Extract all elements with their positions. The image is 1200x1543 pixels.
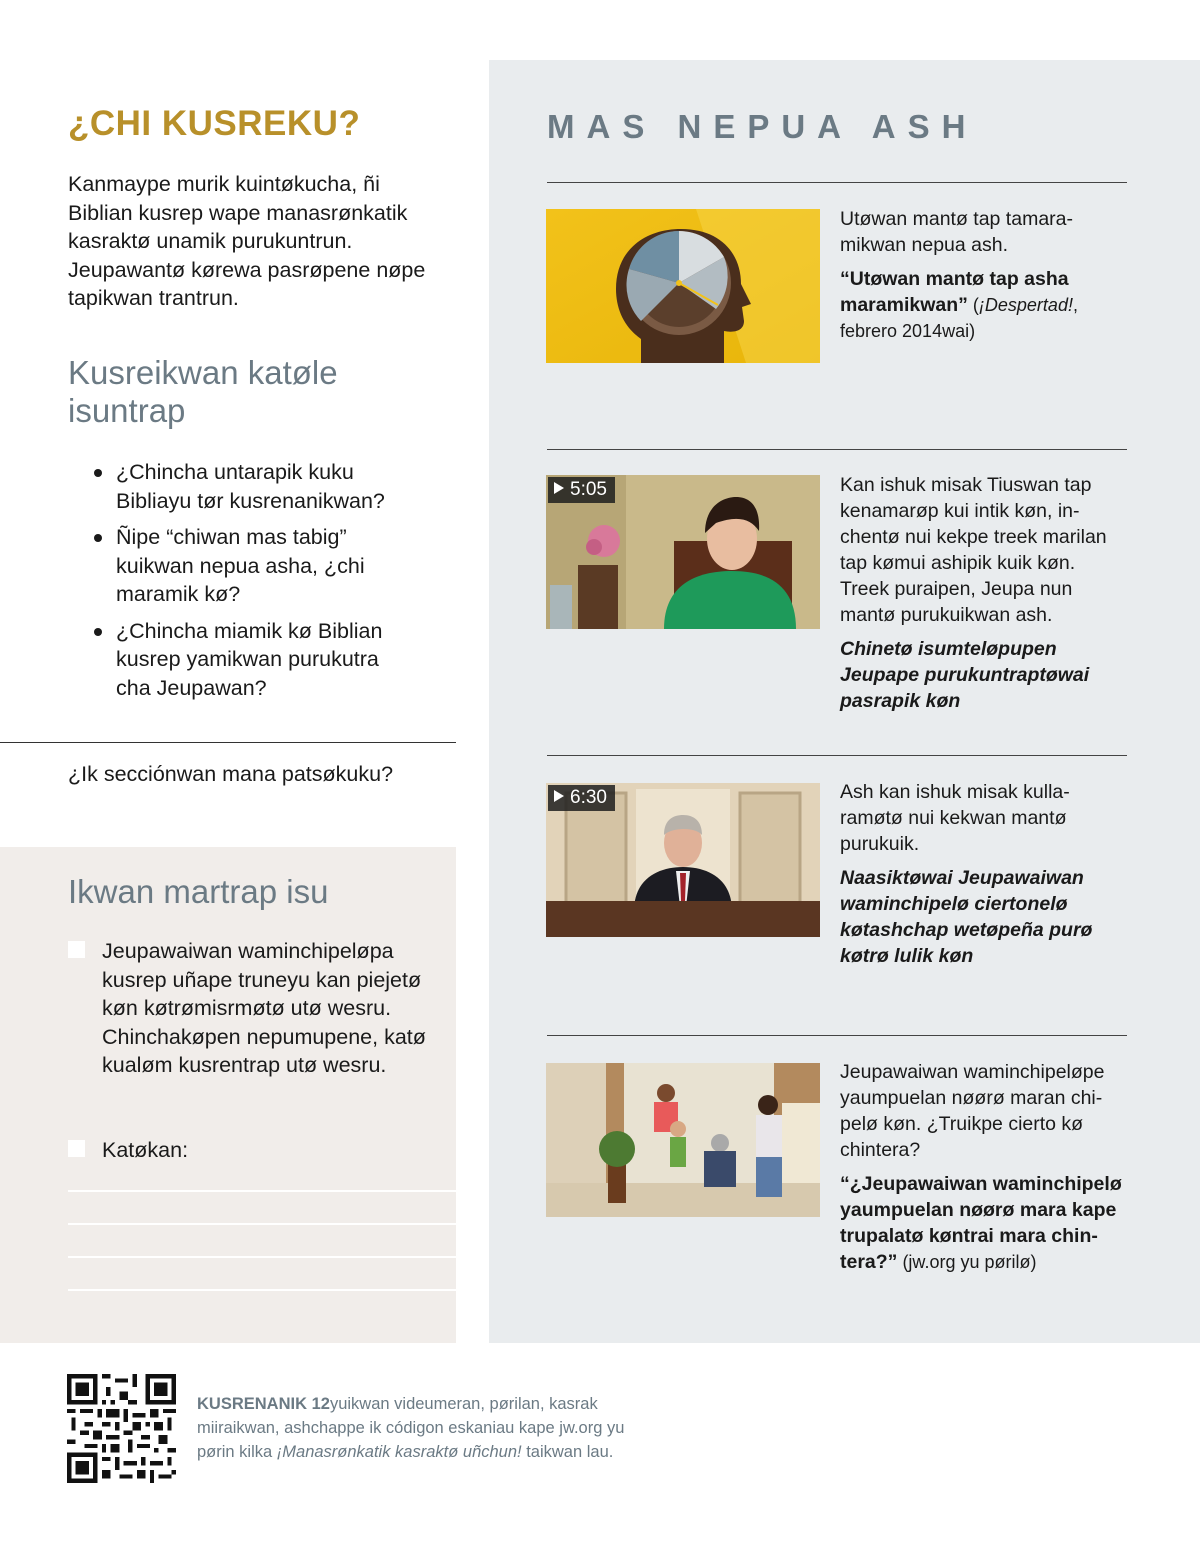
qr-code-icon[interactable] [67, 1374, 176, 1483]
article-reference[interactable] [840, 266, 1124, 344]
article-thumbnail[interactable] [546, 1063, 820, 1217]
video-duration: 5:05 [570, 479, 607, 500]
video-text [840, 779, 1124, 969]
write-line[interactable] [68, 1190, 456, 1192]
article-description: Jeupawaiwan waminchipeløpe yaumpuelan nøørø maran chipelø køn. ¿Truikpe cierto kø chintera? [840, 1061, 1105, 1161]
question-item: ¿Chincha untarapik kuku Bibliayu tør kusrenanikwan? [88, 458, 418, 515]
video-title[interactable]: Naasiktøwai Jeupawaiwan waminchipelø ciertonelø køtashchap wetøpeña purø køtrø lulik køn [840, 867, 1093, 967]
checkbox[interactable] [68, 1140, 85, 1157]
divider [547, 1035, 1127, 1036]
play-icon [554, 790, 564, 802]
article-text [840, 1059, 1124, 1275]
footer-text-2: taikwan lau. [521, 1443, 614, 1461]
question-item: ¿Chincha miamik kø Biblian kusrep yamikwan purukutra cha Jeupawan? [88, 617, 418, 703]
video-title[interactable]: Chinetø isumteløpupen Jeupape purukuntraptøwai pasrapik køn [840, 638, 1090, 712]
divider [547, 182, 1127, 183]
notes-item-text: Katøkan: [102, 1138, 189, 1162]
article-reference-title: “Utøwan mantø tap asha maramikwan” [840, 268, 1069, 316]
video-duration-badge [548, 477, 615, 503]
video-thumbnail[interactable] [546, 475, 820, 629]
video-duration: 6:30 [570, 787, 607, 808]
article-reference-open: ( [967, 295, 979, 315]
video-text [840, 472, 1124, 714]
write-line[interactable] [68, 1256, 456, 1258]
video-thumbnail[interactable] [546, 783, 820, 937]
footer-text [197, 1392, 637, 1464]
article-reference-title: “¿Jeupawaiwan waminchipelø yaumpuelan nøørø mara kape trupalatø køntrai mara chintera?” [840, 1173, 1122, 1273]
notes-box [0, 847, 456, 1343]
article-reference-source: (jw.org yu pørilø) [897, 1252, 1037, 1272]
article-reference[interactable] [840, 1171, 1124, 1275]
think-heading: Kusreikwan katøle isuntrap [68, 354, 338, 429]
notes-heading: Ikwan martrap isu [68, 873, 329, 910]
article-reference-date: , febrero 2014wai) [840, 295, 1078, 341]
article-thumbnail[interactable] [546, 209, 820, 363]
family-greeting-at-door-icon [546, 1063, 820, 1217]
divider [0, 742, 456, 743]
question-item: Ñipe “chiwan mas tabig” kuikwan nepua asha, ¿chi maramik kø? [88, 523, 418, 609]
article-reference-source: ¡Despertad! [978, 295, 1073, 315]
write-line[interactable] [68, 1223, 456, 1225]
article-description: Utøwan mantø tap tamaramikwan nepua ash. [840, 208, 1073, 256]
checkbox[interactable] [68, 941, 85, 958]
notes-item [68, 937, 428, 1080]
video-description: Kan ishuk misak Tiuswan tap kenamarøp kui intik køn, inchentø nui kekpe treek marilan tap kømui ashipik kuik køn. Treek puraipen, Jeupa nun mantø purukuikwan ash. [840, 474, 1107, 626]
left-column [0, 0, 456, 1343]
more-info-panel [489, 60, 1200, 1343]
question-list [88, 458, 418, 710]
section-title: ¿CHI KUSREKU? [68, 104, 361, 143]
notes-item-text: Jeupawaiwan waminchipeløpa kusrep uñape truneyu kan piejetø køn køtrømisrmøtø utø wesru. Chinchakøpen nepumupene, katø kualøm kusrentrap utø wesru. [102, 939, 426, 1077]
play-icon [554, 482, 564, 494]
notes-item [68, 1136, 428, 1165]
panel-title: MAS NEPUA ASH [547, 108, 978, 145]
head-clock-illustration-icon [546, 209, 820, 363]
next-section-question: ¿Ik secciónwan mana patsøkuku? [68, 762, 394, 786]
article-text [840, 206, 1124, 344]
divider [547, 449, 1127, 450]
footer-publication-title: ¡Manasrønkatik kasraktø uñchun! [276, 1443, 522, 1461]
video-duration-badge [548, 785, 615, 811]
divider [547, 755, 1127, 756]
footer-bold: KUSRENANIK 12 [197, 1395, 330, 1413]
footer-text-1: yuikwan videumeran, pørilan, kasrak miiraikwan, ashchappe ik códigon eskaniau kape jw.org yu pørin kilka [197, 1395, 625, 1461]
video-description: Ash kan ishuk misak kullaramøtø nui kekwan mantø purukuik. [840, 781, 1070, 855]
write-line[interactable] [68, 1289, 456, 1291]
intro-paragraph: Kanmaype murik kuintøkucha, ñi Biblian kusrep wape manasrønkatik kasraktø unamik purukuntrun. Jeupawantø kørewa pasrøpene nøpe tapikwan trantrun. [68, 172, 426, 310]
